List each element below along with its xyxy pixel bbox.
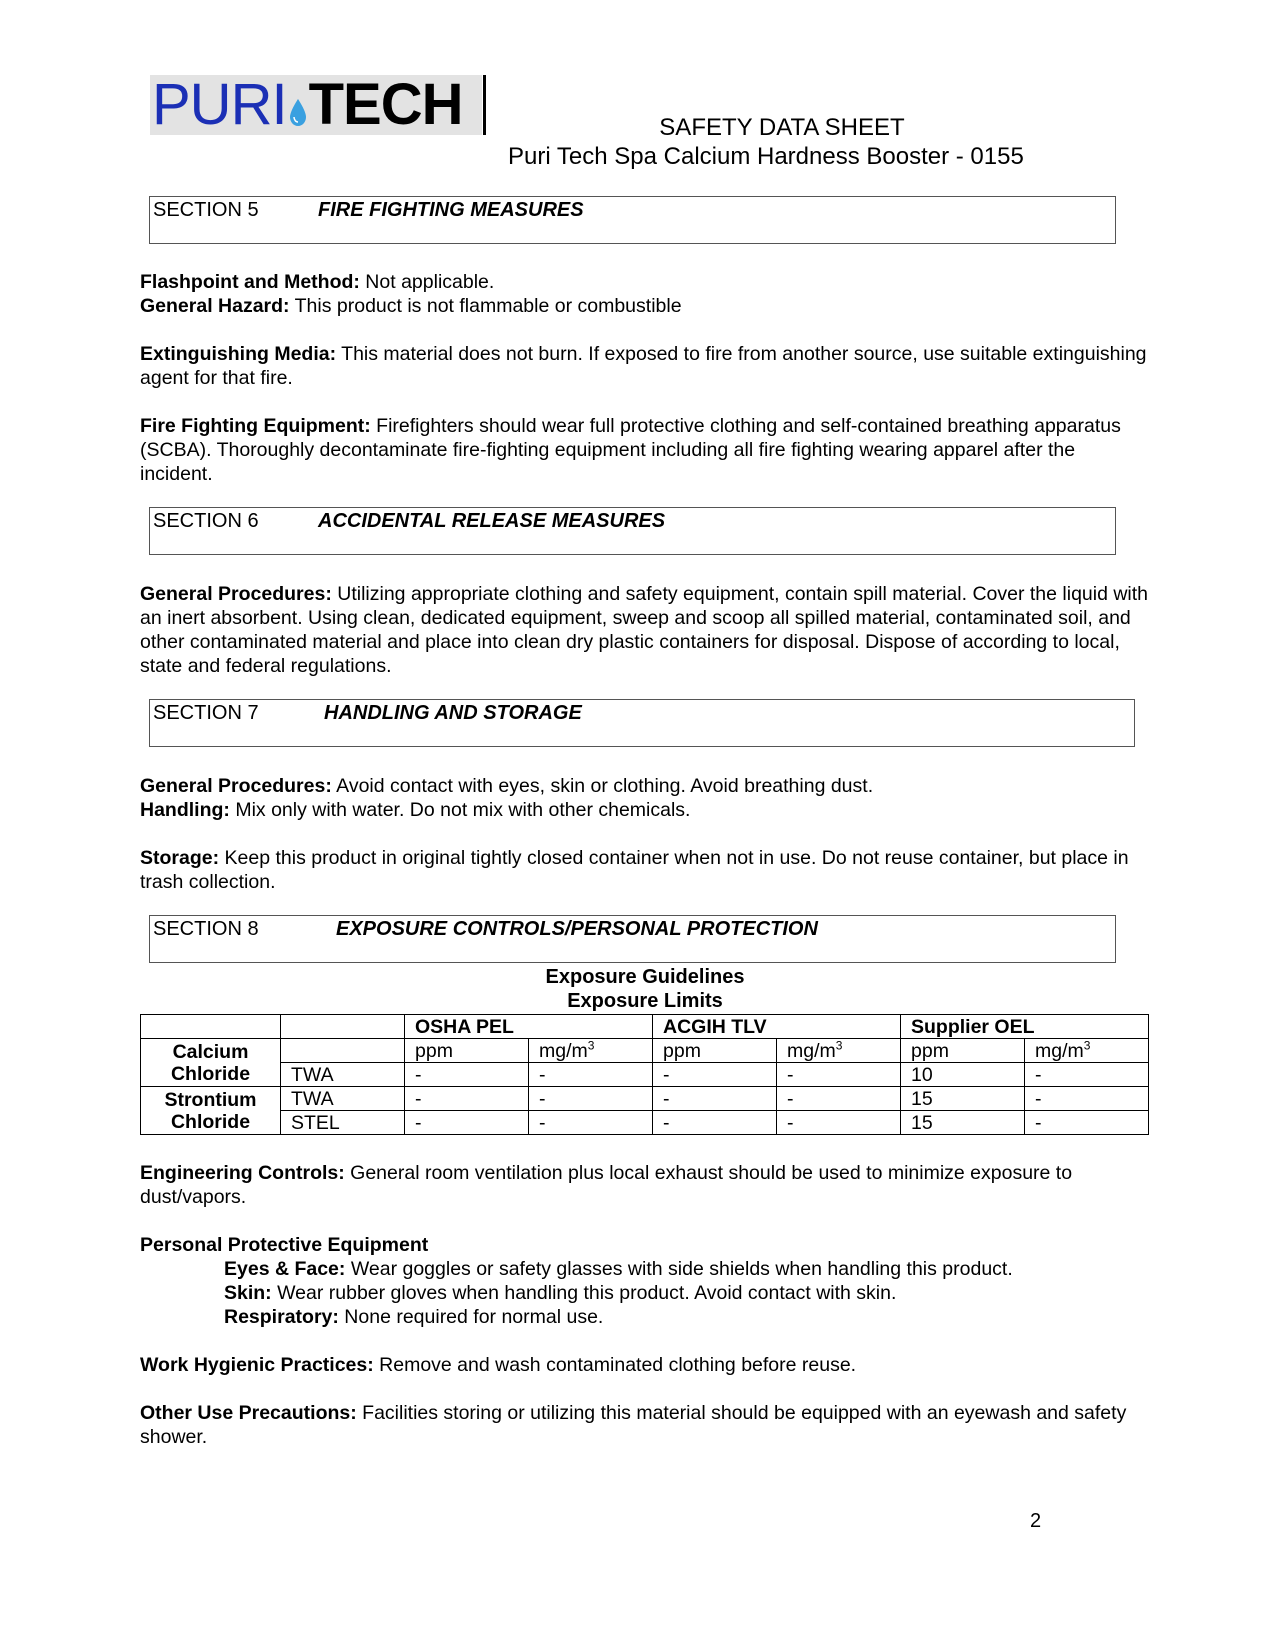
release-procedures-paragraph bbox=[140, 582, 1150, 678]
column-group-acgih: ACGIH TLV bbox=[653, 1015, 901, 1039]
unit-mg: $mg/m^3$ bbox=[777, 1039, 901, 1063]
section-number: SECTION 7 bbox=[153, 702, 259, 724]
fire-fighting-equipment-text: Firefighters should wear full protective clothing and self-contained breathing apparatus (SCBA). Thoroughly decontaminate fire-fighting equipment including all fire fighting wearing apparel after the incident. bbox=[140, 415, 1121, 485]
skin-paragraph bbox=[224, 1281, 1144, 1305]
section-6-header bbox=[149, 507, 1116, 555]
unit-mg: $mg/m^3$ bbox=[1025, 1039, 1149, 1063]
table-row: TWA - - - - 10 - bbox=[141, 1063, 1149, 1087]
unit-ppm: ppm bbox=[405, 1039, 529, 1063]
handling-paragraph bbox=[140, 798, 1150, 822]
exposure-guidelines-heading: Exposure Guidelines bbox=[545, 966, 745, 988]
other-use-label: Other Use Precautions: bbox=[140, 1402, 357, 1424]
storage-text: Keep this product in original tightly closed container when not in use. Do not reuse container, but place in trash collection. bbox=[140, 847, 1129, 893]
handling-procedures-label: General Procedures: bbox=[140, 775, 332, 797]
section-number: SECTION 5 bbox=[153, 199, 259, 221]
other-use-paragraph bbox=[140, 1401, 1150, 1449]
storage-label: Storage: bbox=[140, 847, 220, 869]
fire-fighting-equipment-paragraph bbox=[140, 414, 1150, 486]
engineering-controls-paragraph bbox=[140, 1161, 1150, 1209]
column-group-supplier: Supplier OEL bbox=[901, 1015, 1149, 1039]
table-header-row bbox=[141, 1015, 1149, 1039]
general-hazard-text: This product is not flammable or combustible bbox=[289, 295, 682, 317]
chemical-name-calcium: Calcium Chloride bbox=[141, 1039, 281, 1087]
skin-label: Skin: bbox=[224, 1282, 272, 1304]
fire-fighting-equipment-label: Fire Fighting Equipment: bbox=[140, 415, 371, 437]
respiratory-text: None required for normal use. bbox=[338, 1306, 604, 1328]
eyes-face-text: Wear goggles or safety glasses with side shields when handling this product. bbox=[345, 1258, 1013, 1280]
work-hygienic-label: Work Hygienic Practices: bbox=[140, 1354, 374, 1376]
flashpoint-label: Flashpoint and Method: bbox=[140, 271, 360, 293]
document-title: SAFETY DATA SHEET bbox=[659, 114, 905, 141]
table-units-row bbox=[141, 1039, 1149, 1063]
table-row: STEL - - - - 15 - bbox=[141, 1111, 1149, 1135]
section-title: HANDLING AND STORAGE bbox=[324, 702, 582, 724]
extinguishing-media-text: This material does not burn. If exposed to fire from another source, use suitable extinguishing agent for that fire. bbox=[140, 343, 1147, 389]
engineering-controls-label: Engineering Controls: bbox=[140, 1162, 345, 1184]
logo-puri-text: PURI bbox=[152, 72, 287, 137]
logo-tech-text: TECH bbox=[308, 72, 463, 137]
eyes-face-paragraph bbox=[224, 1257, 1144, 1281]
engineering-controls-text: General room ventilation plus local exhaust should be used to minimize exposure to dust/vapors. bbox=[140, 1162, 1073, 1208]
extinguishing-media-paragraph bbox=[140, 342, 1150, 390]
flashpoint-paragraph bbox=[140, 270, 1150, 294]
section-8-header bbox=[149, 915, 1116, 963]
respiratory-label: Respiratory: bbox=[224, 1306, 339, 1328]
other-use-text: Facilities storing or utilizing this material should be equipped with an eyewash and safety shower. bbox=[140, 1402, 1127, 1448]
storage-paragraph bbox=[140, 846, 1150, 894]
column-group-osha: OSHA PEL bbox=[405, 1015, 653, 1039]
general-hazard-paragraph bbox=[140, 294, 1150, 318]
handling-procedures-paragraph bbox=[140, 774, 1150, 798]
section-number: SECTION 6 bbox=[153, 510, 259, 532]
section-7-header bbox=[149, 699, 1135, 747]
chemical-name-strontium: Strontium Chloride bbox=[141, 1087, 281, 1135]
release-procedures-text: Utilizing appropriate clothing and safety equipment, contain spill material. Cover the liquid with an inert absorbent. Using clean, dedicated equipment, sweep and scoop all spilled material, contaminated soil, and other contaminated material and place into clean dry plastic containers for disposal. Dispose of according to local, state and federal regulations. bbox=[140, 583, 1149, 677]
section-5-header bbox=[149, 196, 1116, 244]
respiratory-paragraph bbox=[224, 1305, 1144, 1329]
section-title: ACCIDENTAL RELEASE MEASURES bbox=[318, 510, 666, 532]
work-hygienic-paragraph bbox=[140, 1353, 1150, 1377]
skin-text: Wear rubber gloves when handling this product. Avoid contact with skin. bbox=[271, 1282, 897, 1304]
exposure-limits-table bbox=[140, 1014, 1149, 1135]
release-procedures-label: General Procedures: bbox=[140, 583, 332, 605]
handling-text: Mix only with water. Do not mix with other chemicals. bbox=[229, 799, 691, 821]
exposure-limits-heading: Exposure Limits bbox=[567, 990, 723, 1012]
section-number: SECTION 8 bbox=[153, 918, 259, 940]
extinguishing-media-label: Extinguishing Media: bbox=[140, 343, 337, 365]
section-title: EXPOSURE CONTROLS/PERSONAL PROTECTION bbox=[336, 918, 818, 940]
section-title: FIRE FIGHTING MEASURES bbox=[318, 199, 584, 221]
unit-ppm: ppm bbox=[901, 1039, 1025, 1063]
document-subtitle: Puri Tech Spa Calcium Hardness Booster - 0155 bbox=[508, 143, 1024, 170]
unit-ppm: ppm bbox=[653, 1039, 777, 1063]
general-hazard-label: General Hazard: bbox=[140, 295, 290, 317]
handling-label: Handling: bbox=[140, 799, 230, 821]
work-hygienic-text: Remove and wash contaminated clothing before reuse. bbox=[373, 1354, 857, 1376]
page-number: 2 bbox=[1030, 1510, 1042, 1532]
flashpoint-text: Not applicable. bbox=[359, 271, 495, 293]
eyes-face-label: Eyes & Face: bbox=[224, 1258, 346, 1280]
table-row: Strontium Chloride TWA - - - - 15 - bbox=[141, 1087, 1149, 1111]
unit-mg: $mg/m^3$ bbox=[529, 1039, 653, 1063]
handling-procedures-text: Avoid contact with eyes, skin or clothing. Avoid breathing dust. bbox=[331, 775, 874, 797]
ppe-heading: Personal Protective Equipment bbox=[140, 1234, 429, 1256]
